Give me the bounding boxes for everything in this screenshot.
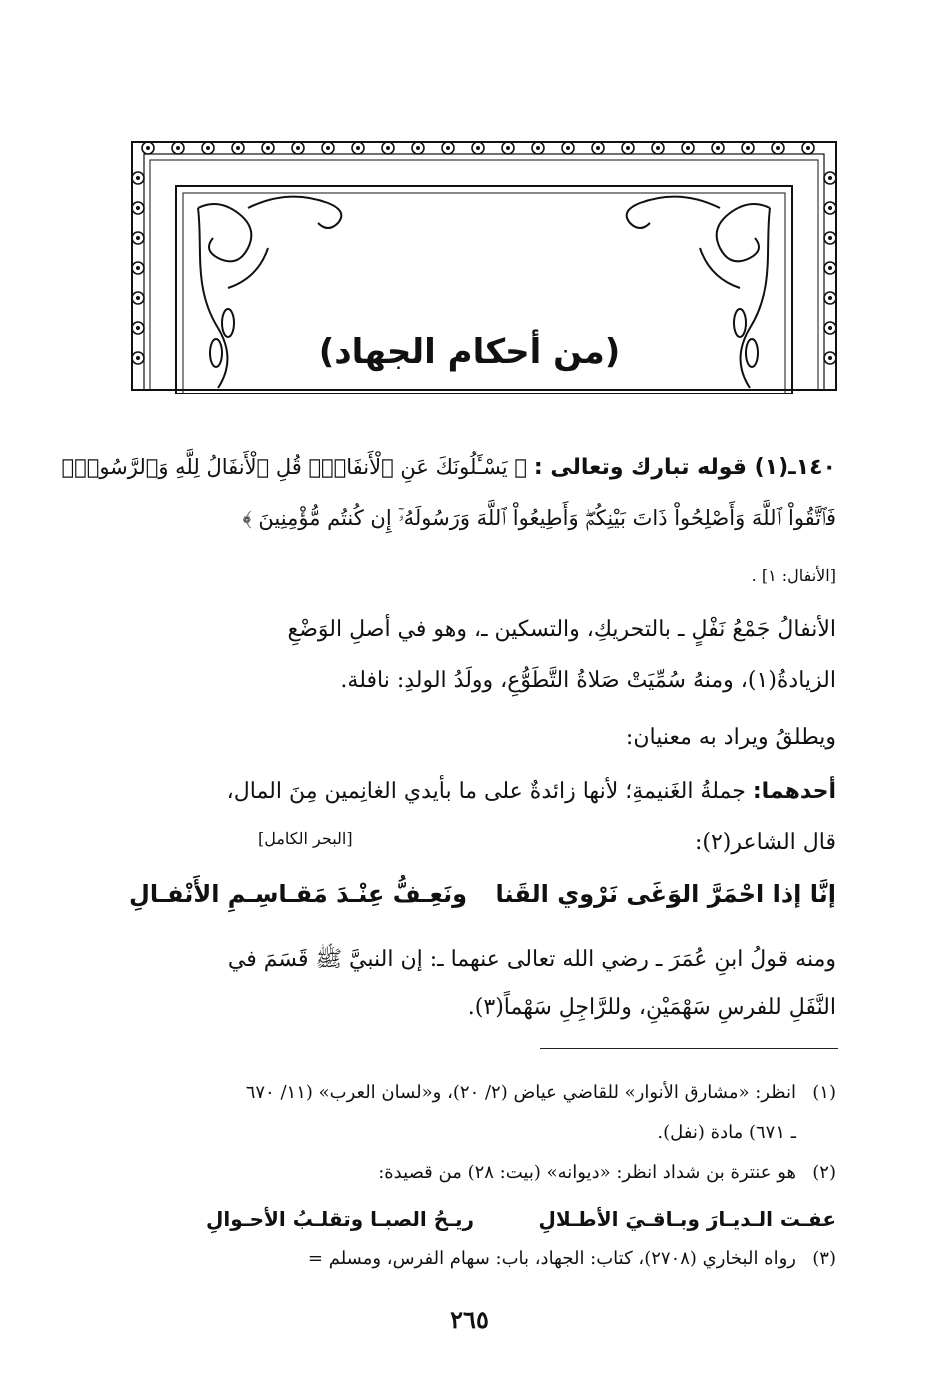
footnote-1-text: انظر: «مشارق الأنوار» للقاضي عياض (٢/ ٢٠)، و«لسان العرب» (١١/ ٦٧٠ — [245, 1082, 796, 1103]
page-number: ٢٦٥ — [450, 1305, 489, 1334]
quran-verse-line-2: فَٱتَّقُواْ ٱللَّهَ وَأَصْلِحُواْ ذَاتَ بَيْنِكُمْۖ وَأَطِيعُواْ ٱللَّهَ وَرَسُولَهُۥٓ إِن كُنتُم مُّؤْمِنِينَ ﴾ — [242, 506, 836, 530]
footnote-3 — [101, 1248, 836, 1269]
frame-top-ornament — [142, 142, 814, 154]
paragraph-4-line-1-text: جملةُ الغَنيمةِ؛ لأنها زائدةٌ على ما بأيدي الغانِمين مِنَ المال، — [226, 779, 753, 804]
footnote-1-line-2: ـ ٦٧١) مادة (نفل). — [657, 1122, 796, 1143]
paragraph-3: ويطلقُ ويراد به معنيان: — [625, 725, 836, 750]
poem-hemistich-2: ونَعِـفُّ عِنْـدَ مَقـاسِـمِ الأَنْفـالِ — [129, 880, 467, 908]
paragraph-5-line-2: النَّفَلِ للفرسِ سَهْمَيْنِ، وللرَّاجِلِ سَهْماً(٣). — [467, 995, 836, 1020]
poetic-meter: [البحر الكامل] — [258, 829, 353, 848]
paragraph-4-line-2: قال الشاعر(٢): — [694, 830, 836, 855]
footnote-2-poem-hemistich-2: ريـحُ الصبـا وتقلـبُ الأحـوالِ — [206, 1207, 474, 1231]
paragraph-2-line-2: الزيادةُ(١)، ومنهُ سُمِّيَتْ صَلاةُ التَّطَوُّعِ، وولَدُ الولدِ: نافلة. — [340, 668, 836, 693]
footnote-2 — [101, 1162, 836, 1183]
chapter-title: (من أحكام الجهاد) — [318, 332, 621, 372]
paragraph-2-line-1: الأنفالُ جَمْعُ نَفْلٍ ـ بالتحريكِ، والتسكين ـ، وهو في أصلِ الوَضْعِ — [287, 617, 836, 642]
paragraph-5-line-1: ومنه قولُ ابنِ عُمَرَ ـ رضي الله تعالى عنهما ـ: إن النبيَّ ﷺ قَسَمَ في — [227, 947, 836, 972]
paragraph-1-line-1 — [61, 455, 836, 480]
footnote-1-line-1 — [101, 1082, 836, 1103]
footnote-separator — [540, 1048, 838, 1049]
poem-hemistich-1: إنَّا إذا احْمَرَّ الوَغَى نَرْوي القَنا — [495, 880, 836, 908]
footnote-2-poem-hemistich-1: عفـت الـديـارَ وبـاقـيَ الأطـلالِ — [538, 1207, 836, 1231]
paragraph-4-line-1 — [101, 779, 836, 804]
footnote-3-number: (٣) — [812, 1248, 836, 1269]
footnote-2-text: هو عنترة بن شداد انظر: «ديوانه» (بيت: ٢٨) من قصيدة: — [378, 1162, 796, 1183]
footnote-1-number: (١) — [812, 1082, 836, 1103]
footnote-2-number: (٢) — [812, 1162, 836, 1183]
paragraph-4-lead: أحدهما: — [752, 779, 836, 804]
verse-reference: [الأنفال: ١] . — [751, 566, 836, 585]
quran-verse-line-1: ﴿ يَسْـَٔلُونَكَ عَنِ ٱلْأَنفَالِۖ قُلِ ٱلْأَنفَالُ لِلَّهِ وَٱلرَّسُولِۖ — [61, 455, 527, 479]
footnote-3-text: رواه البخاري (٢٧٠٨)، كتاب: الجهاد، باب: سهام الفرس، ومسلم = — [307, 1248, 796, 1269]
entry-label: ١٤٠ـ(١) قوله تبارك وتعالى : — [533, 455, 836, 480]
